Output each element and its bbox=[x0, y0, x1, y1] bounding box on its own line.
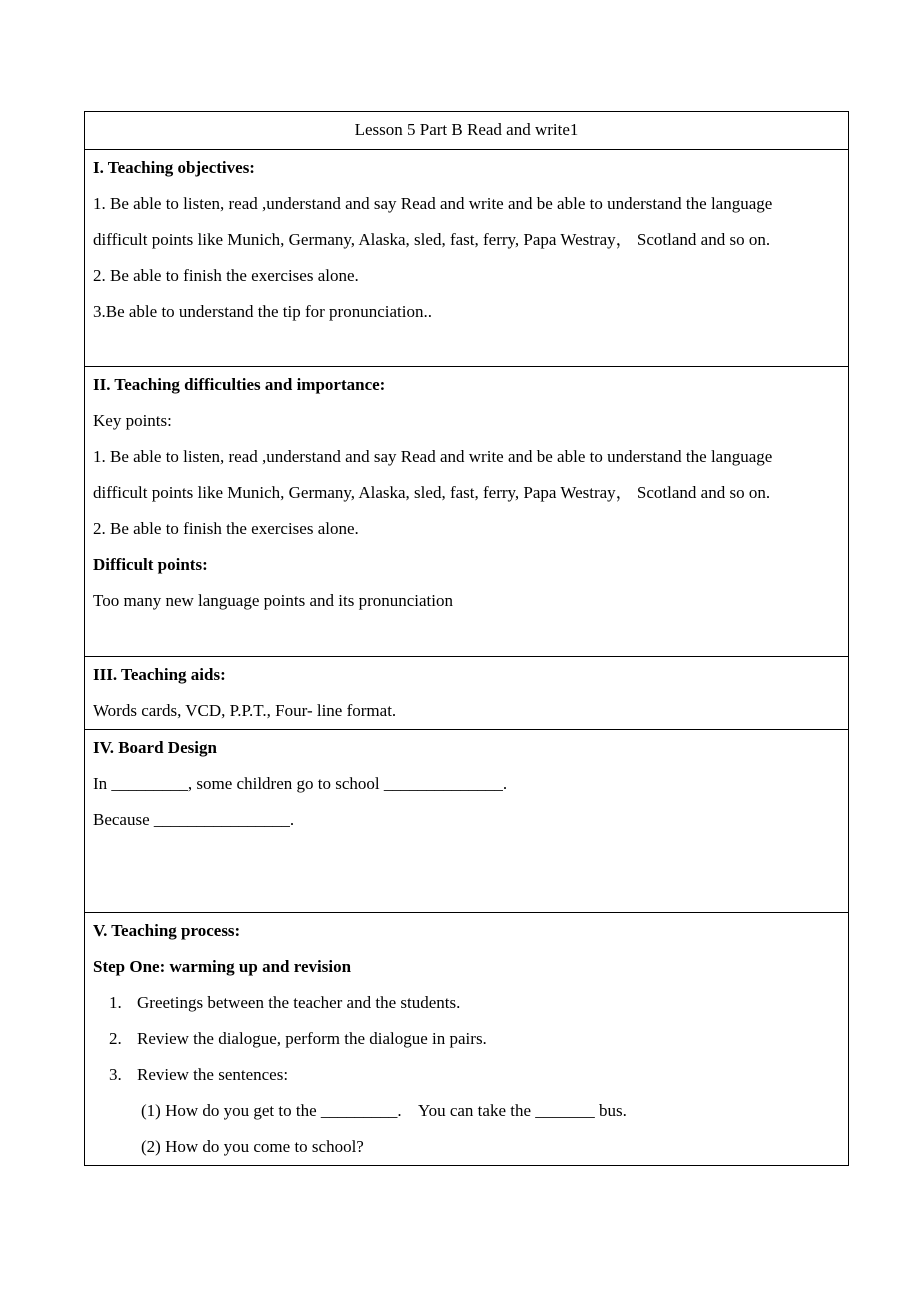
key-point-1a: 1. Be able to listen, read ,understand and say Read and write and be able to understand the language bbox=[93, 447, 773, 466]
list-item-text: Review the dialogue, perform the dialogue in pairs. bbox=[137, 1029, 487, 1048]
key-point-2: 2. Be able to finish the exercises alone. bbox=[93, 519, 359, 538]
objective-2: 2. Be able to finish the exercises alone. bbox=[93, 266, 359, 285]
board-line-1: In _________, some children go to school ______________. bbox=[93, 774, 508, 793]
step-one-heading: Step One: warming up and revision bbox=[93, 957, 352, 976]
list-item bbox=[93, 1021, 840, 1057]
title-row bbox=[85, 112, 848, 149]
objectives-heading: I. Teaching objectives: bbox=[93, 158, 255, 177]
list-item-text: Greetings between the teacher and the students. bbox=[137, 993, 461, 1012]
list-item-text: Review the sentences: bbox=[137, 1065, 289, 1084]
board-design-heading: IV. Board Design bbox=[93, 738, 217, 757]
list-item-number: 2. bbox=[109, 1029, 122, 1048]
sub-item-1: (1) How do you get to the _________. You can take the _______ bus. bbox=[141, 1101, 627, 1120]
key-point-1b: difficult points like Munich, Germany, Alaska, sled, fast, ferry, Papa Westray， Scotland and so on. bbox=[93, 483, 771, 502]
objective-1b: difficult points like Munich, Germany, Alaska, sled, fast, ferry, Papa Westray， Scotland and so on. bbox=[93, 230, 771, 249]
aids-row bbox=[85, 656, 848, 729]
process-heading: V. Teaching process: bbox=[93, 921, 241, 940]
lesson-plan-table bbox=[84, 111, 849, 1166]
objectives-row bbox=[85, 149, 848, 366]
board-design-row bbox=[85, 729, 848, 912]
key-points-label: Key points: bbox=[93, 411, 172, 430]
list-item bbox=[93, 1057, 840, 1093]
list-item bbox=[93, 985, 840, 1021]
list-item-number: 1. bbox=[109, 993, 122, 1012]
difficulties-heading: II. Teaching difficulties and importance: bbox=[93, 375, 386, 394]
process-row bbox=[85, 912, 848, 1165]
board-line-2: Because ________________. bbox=[93, 810, 295, 829]
objective-1a: 1. Be able to listen, read ,understand and say Read and write and be able to understand the language bbox=[93, 194, 773, 213]
difficulties-row bbox=[85, 366, 848, 656]
difficult-points-text: Too many new language points and its pronunciation bbox=[93, 591, 453, 610]
lesson-title: Lesson 5 Part B Read and write1 bbox=[354, 120, 579, 139]
objective-3: 3.Be able to understand the tip for pronunciation.. bbox=[93, 302, 432, 321]
sub-item-2: (2) How do you come to school? bbox=[141, 1137, 364, 1156]
difficult-points-label: Difficult points: bbox=[93, 555, 208, 574]
list-item-number: 3. bbox=[109, 1065, 122, 1084]
aids-heading: III. Teaching aids: bbox=[93, 665, 226, 684]
aids-text: Words cards, VCD, P.P.T., Four- line format. bbox=[93, 701, 397, 720]
